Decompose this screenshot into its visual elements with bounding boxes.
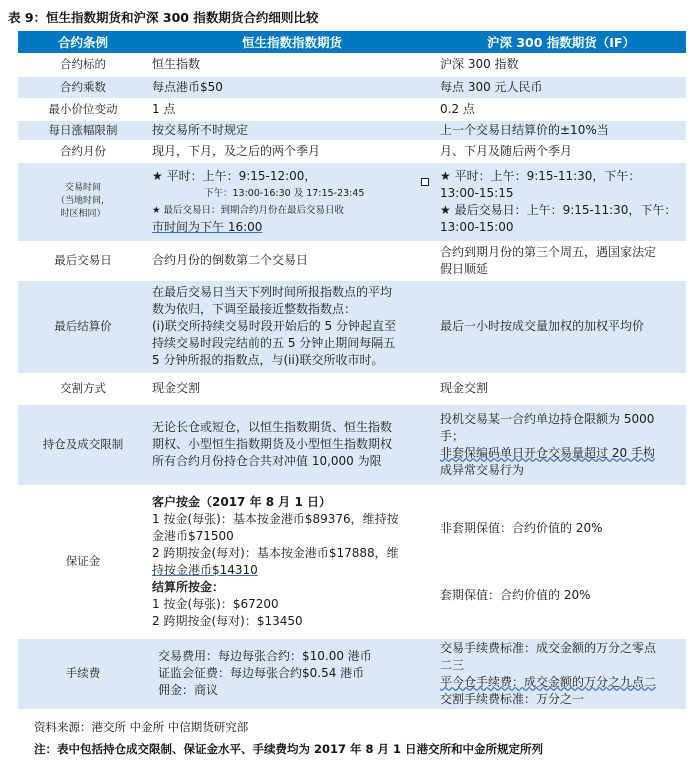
row-key: 交易时间 （当地时间， 时区相同） bbox=[18, 162, 148, 242]
hsi-cell: 合约月份的倒数第二个交易日 bbox=[148, 242, 436, 280]
if-cell: 月、下月及随后两个季月 bbox=[436, 141, 686, 162]
if-cell: 最后一小时按成交量加权的加权平均价 bbox=[436, 280, 686, 374]
header-if: 沪深 300 指数期货（IF） bbox=[436, 31, 686, 54]
hsi-cell: 客户按金（2017 年 8 月 1 日） 1 按金(每张)：基本按金港币$89376，维持按 金港币$71500 2 跨期按金(每对)：基本按金港币$17888，维 持按金港币$14310 结算所按金： 1 按金(每张)：$67200 2 跨期按金(每对)：$13450 bbox=[148, 486, 436, 638]
row-key: 合约月份 bbox=[18, 141, 148, 162]
if-cell: 现金交割 bbox=[436, 374, 686, 404]
if-cell: 非套期保值：合约价值的 20% 套期保值：合约价值的 20% bbox=[436, 486, 686, 638]
row-key: 手续费 bbox=[18, 638, 148, 710]
table-row bbox=[18, 76, 686, 99]
table-row bbox=[18, 486, 686, 638]
hsi-cell: 交易费用：每边每张合约：$10.00 港币 证监会征费：每边每张合约$0.54 港币 佣金：商议 bbox=[148, 638, 436, 710]
hsi-cell: 1 点 bbox=[148, 99, 436, 120]
row-key: 合约标的 bbox=[18, 54, 148, 76]
table-row bbox=[18, 280, 686, 374]
table-row bbox=[18, 404, 686, 486]
checkbox-marker bbox=[421, 178, 429, 186]
if-cell: 上一个交易日结算价的±10%当 bbox=[436, 120, 686, 141]
hsi-cell: 恒生指数 bbox=[148, 54, 436, 76]
row-key: 交割方式 bbox=[18, 374, 148, 404]
table-row bbox=[18, 120, 686, 141]
table-header-row bbox=[18, 31, 686, 54]
if-cell: 每点 300 元人民币 bbox=[436, 76, 686, 99]
source-note: 资料来源：港交所 中金所 中信期货研究部 bbox=[34, 720, 249, 734]
contract-comparison-table bbox=[18, 31, 686, 711]
table-row bbox=[18, 242, 686, 280]
hsi-cell: 现月，下月，及之后的两个季月 bbox=[148, 141, 436, 162]
if-cell: 交易手续费标准：成交金额的万分之零点 二三 平今仓手续费：成交金额的万分之九点二 交割手续费标准：万分之一 bbox=[436, 638, 686, 710]
if-cell: ★ 平时：上午：9:15-11:30，下午： 13:00-15:15 ★ 最后交易日：上午：9:15-11:30，下午： 13:00-15:00 bbox=[436, 162, 686, 242]
hsi-cell: 在最后交易日当天下列时间所报指数点的平均 数为依归，下调至最接近整数指数点： (i)联交所持续交易时段开始后的 5 分钟起直至 持续交易时段完结前的五 5 分钟止期间每隔五 5 分钟所报的指数点，与(ii)联交所收市时。 bbox=[148, 280, 436, 374]
header-hsi: 恒生指数指数期货 bbox=[148, 31, 436, 54]
row-key: 持仓及成交限制 bbox=[18, 404, 148, 486]
table-row bbox=[18, 99, 686, 120]
hsi-cell: 每点港币$50 bbox=[148, 76, 436, 99]
row-key: 最后结算价 bbox=[18, 280, 148, 374]
table-row bbox=[18, 638, 686, 710]
if-cell: 沪深 300 指数 bbox=[436, 54, 686, 76]
row-key: 合约乘数 bbox=[18, 76, 148, 99]
row-key: 最后交易日 bbox=[18, 242, 148, 280]
row-key: 每日涨幅限制 bbox=[18, 120, 148, 141]
if-cell: 0.2 点 bbox=[436, 99, 686, 120]
table-title: 表 9：恒生指数期货和沪深 300 指数期货合约细则比较 bbox=[8, 10, 319, 25]
table-row bbox=[18, 141, 686, 162]
row-key: 最小价位变动 bbox=[18, 99, 148, 120]
table-row bbox=[18, 54, 686, 76]
hsi-cell: 按交易所不时规定 bbox=[148, 120, 436, 141]
if-cell: 投机交易某一合约单边持仓限额为 5000 手； 非套保编码单日开仓交易量超过 20 手构 成异常交易行为 bbox=[436, 404, 686, 486]
hsi-cell: 无论长仓或短仓，以恒生指数期货、恒生指数 期权、小型恒生指数期货及小型恒生指数期权 所有合约月份持仓合共对冲值 10,000 为限 bbox=[148, 404, 436, 486]
table-row bbox=[18, 162, 686, 242]
hsi-cell: ★ 平时：上午：9:15-12:00， 下午：13:00-16:30 及 17:15-23:45 ★ 最后交易日：到期合约月份在最后交易日收 市时间为下午 16:00 bbox=[148, 162, 436, 242]
table-note: 注：表中包括持仓成交限制、保证金水平、手续费均为 2017 年 8 月 1 日港交所和中金所规定所列 bbox=[34, 742, 544, 756]
if-cell: 合约到期月份的第三个周五，遇国家法定 假日顺延 bbox=[436, 242, 686, 280]
row-key: 保证金 bbox=[18, 486, 148, 638]
table-row bbox=[18, 374, 686, 404]
header-clause: 合约条例 bbox=[18, 31, 148, 54]
hsi-cell: 现金交割 bbox=[148, 374, 436, 404]
